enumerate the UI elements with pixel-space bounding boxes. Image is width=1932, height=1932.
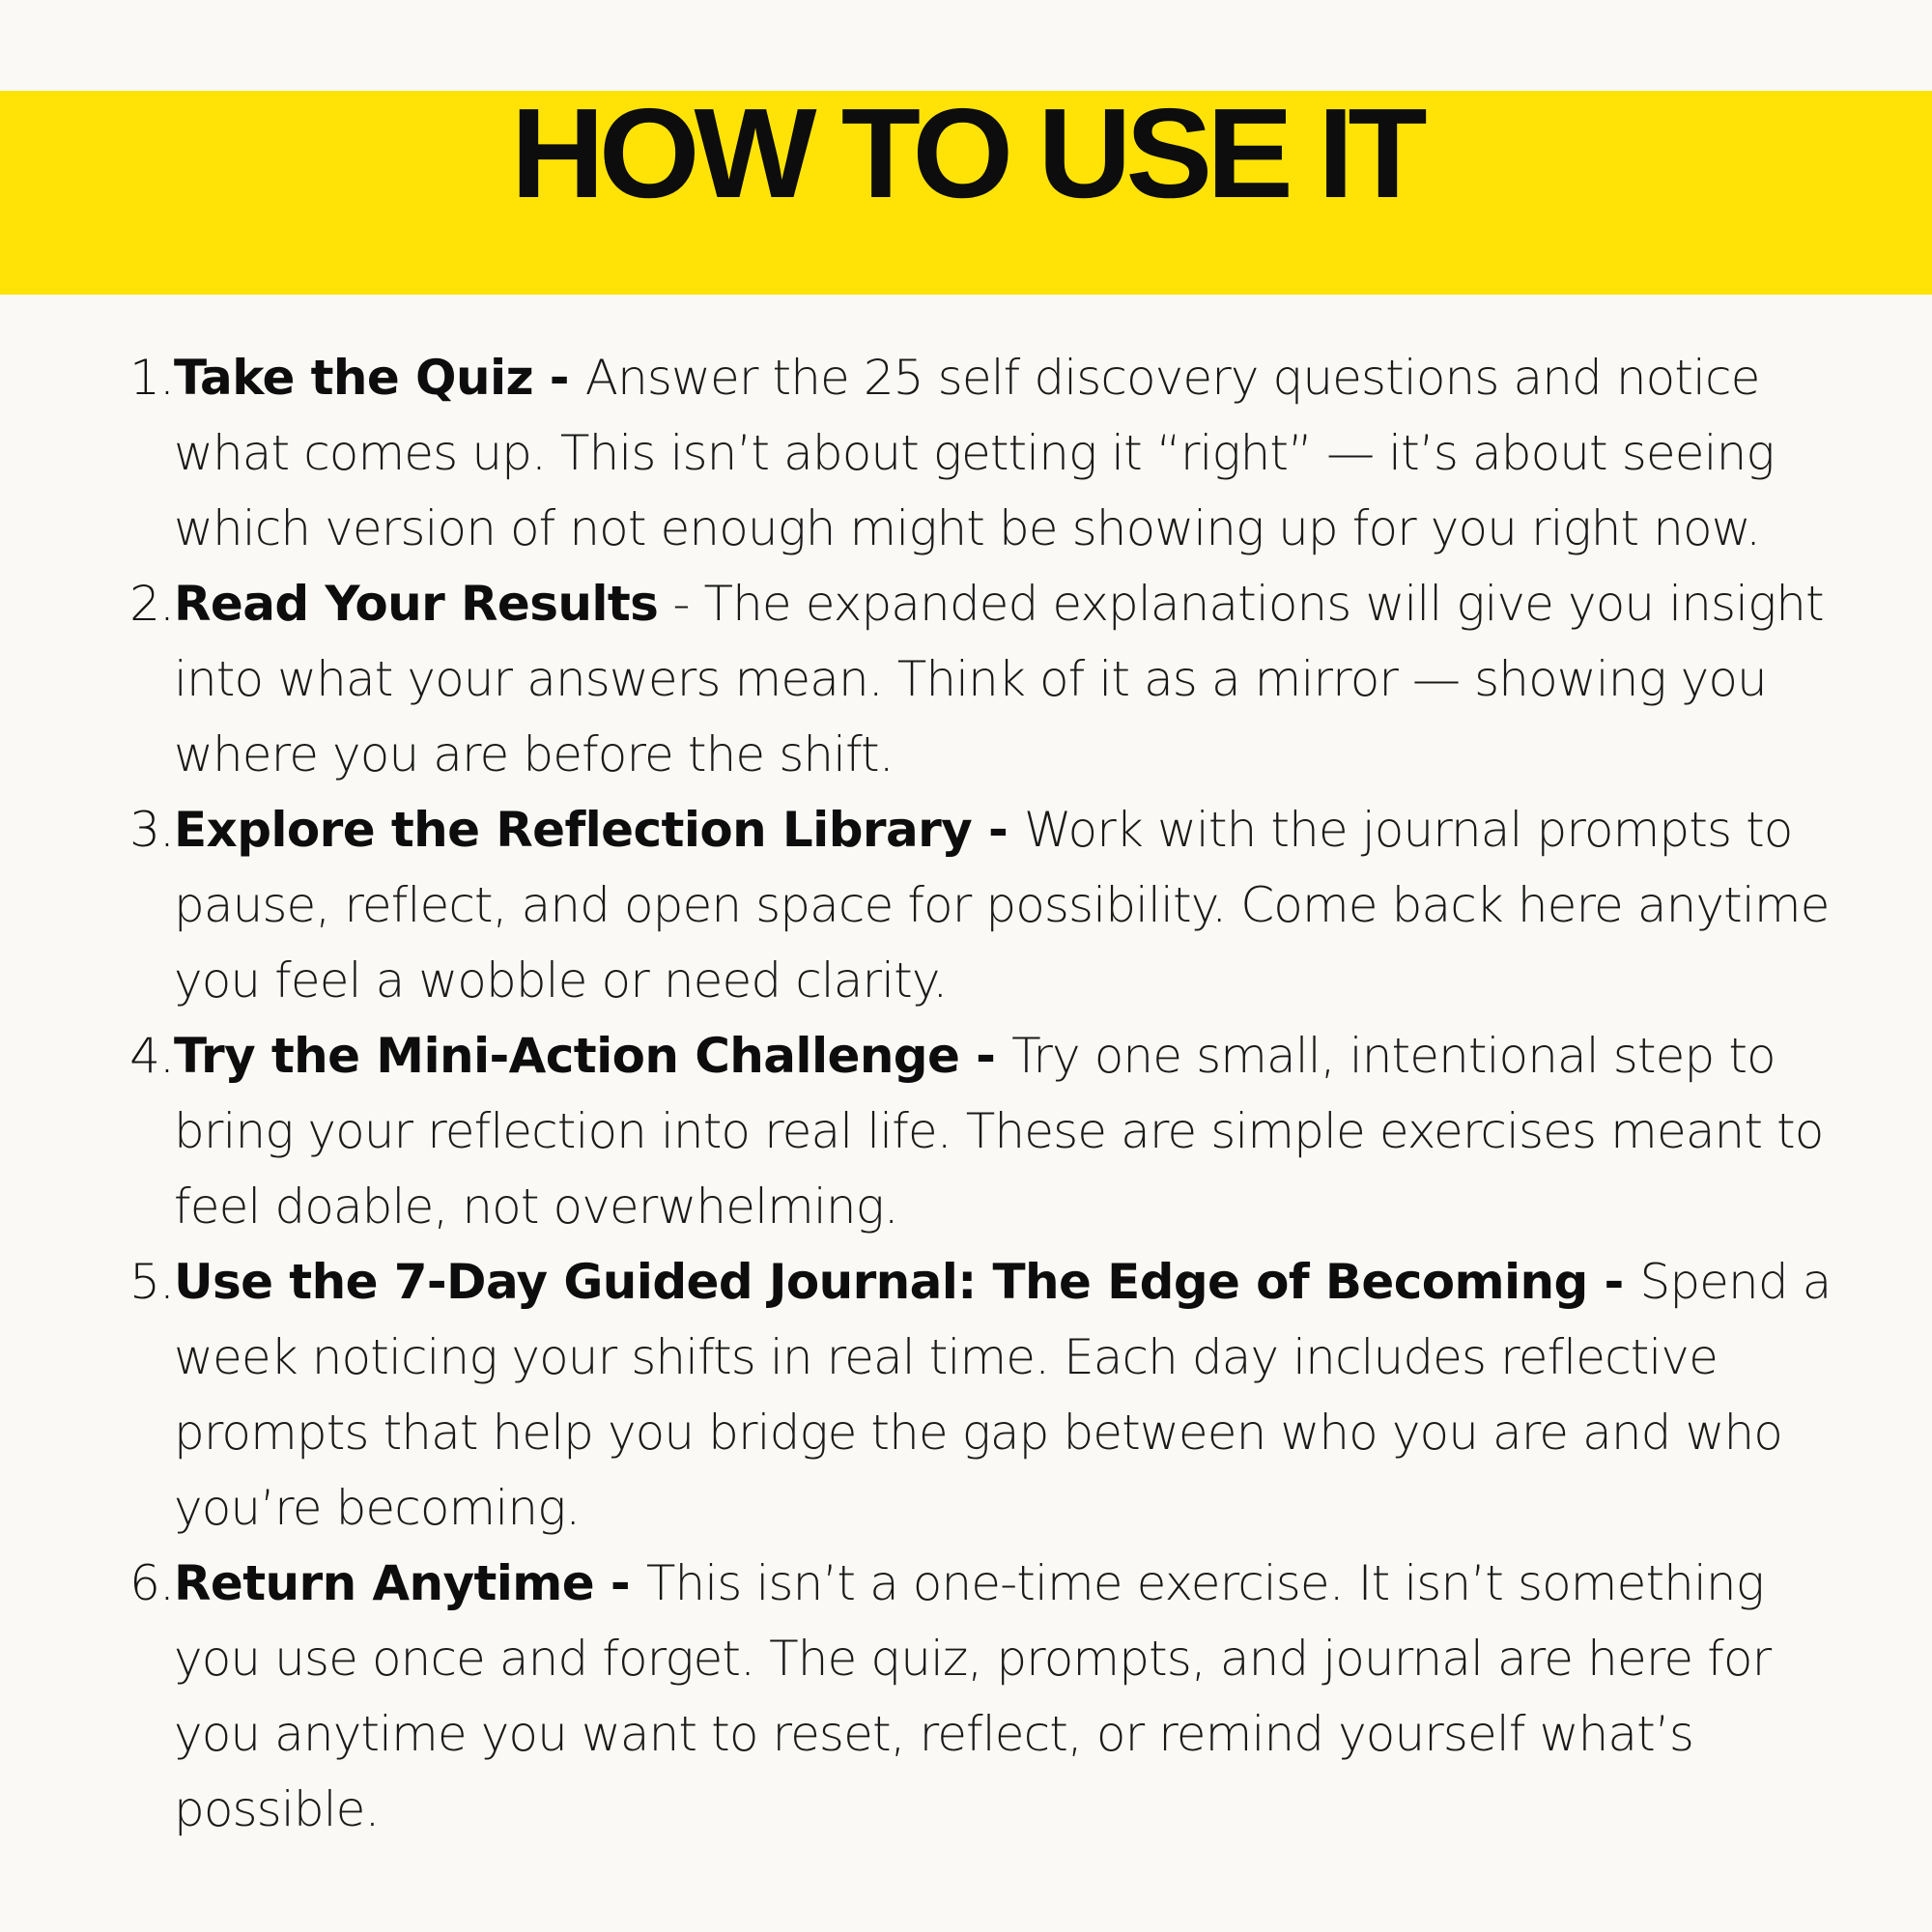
step-body [174,1546,1855,1847]
step-text: Work with the journal prompts to pause, reflect, and open space for possibility. Come back here anytime you feel a wobble or need clarity. [174,802,1830,1009]
step-item-6 [116,1546,1855,1847]
step-number: 3. [129,802,174,858]
step-item-5 [116,1244,1855,1546]
step-number: 5. [129,1254,174,1310]
step-number: 4. [129,1028,174,1084]
step-heading: Return Anytime - [174,1555,646,1611]
step-heading: Try the Mini-Action Challenge - [174,1028,1012,1084]
page-title: HOW TO USE IT [510,82,1422,225]
step-text: This isn’t a one-time exercise. It isn’t something you use once and forget. The quiz, prompts, and journal are here for you anytime you want to reset, reflect, or remind yourself what’s possible. [174,1555,1772,1837]
step-body [174,340,1855,566]
step-number: 1. [129,350,174,406]
step-item-3 [116,792,1855,1018]
step-body [174,566,1855,792]
step-text: Spend a week noticing your shifts in real time. Each day includes reflective prompts that help you bridge the gap between who you are and who you’re becoming. [174,1254,1832,1536]
step-body [174,1018,1855,1244]
step-heading: Take the Quiz - [174,350,585,406]
step-text: Answer the 25 self discovery questions and notice what comes up. This isn’t about getting it “right” — it’s about seeing which version of not enough might be showing up for you right now. [174,350,1775,556]
step-text: Try one small, intentional step to bring your reflection into real life. These are simple exercises meant to feel doable, not overwhelming. [174,1028,1824,1235]
step-text: - The expanded explanations will give you insight into what your answers mean. Think of it as a mirror — showing you where you are before the shift. [174,576,1824,782]
title-band [0,82,1932,295]
steps-list [116,340,1855,1847]
step-heading: Read Your Results [174,576,659,632]
step-heading: Use the 7-Day Guided Journal: The Edge of Becoming - [174,1254,1640,1310]
step-item-1 [116,340,1855,566]
step-body [174,1244,1855,1546]
step-number: 2. [129,576,174,632]
step-heading: Explore the Reflection Library - [174,802,1024,858]
step-number: 6. [129,1555,174,1611]
step-item-4 [116,1018,1855,1244]
step-body [174,792,1855,1018]
step-item-2 [116,566,1855,792]
